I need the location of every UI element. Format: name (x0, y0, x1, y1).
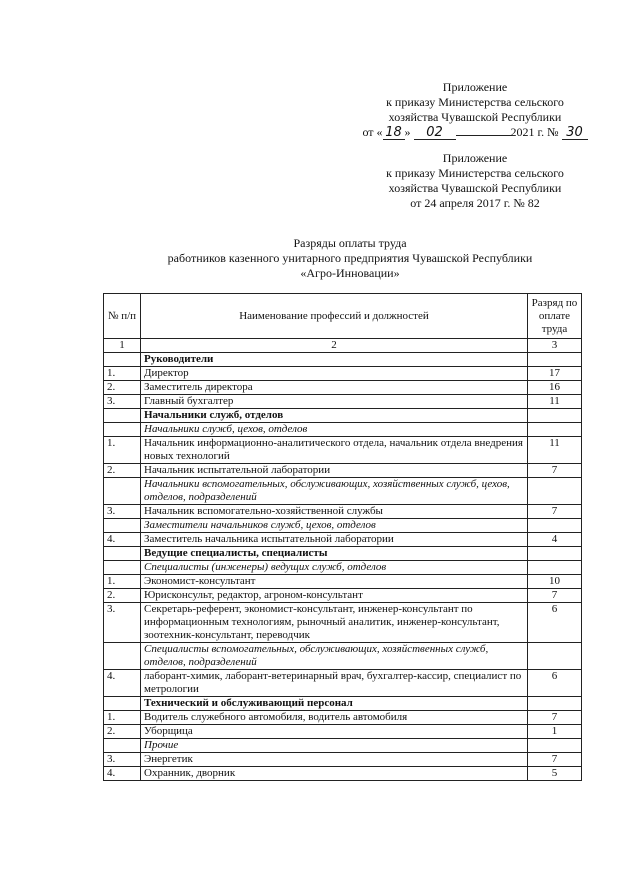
table-row (104, 381, 582, 395)
row-pay-grade (528, 547, 582, 561)
col-number-header: № п/п (104, 294, 141, 339)
date-quote: » (404, 125, 411, 139)
row-pay-grade: 11 (528, 437, 582, 464)
table-row (104, 711, 582, 725)
handwritten-number: 30 (562, 127, 588, 140)
table-row (104, 464, 582, 478)
pay-grade-table (103, 293, 582, 781)
header-appendix-label: Приложение (442, 80, 508, 94)
row-pay-grade (528, 643, 582, 670)
row-number: 3. (104, 505, 141, 519)
row-number (104, 478, 141, 505)
row-position-name: Охранник, дворник (141, 767, 528, 781)
row-position-name: Экономист-консультант (141, 575, 528, 589)
row-number: 1. (104, 437, 141, 464)
section-header-row (104, 547, 582, 561)
row-pay-grade: 5 (528, 767, 582, 781)
col-name-header: Наименование профессий и должностей (141, 294, 528, 339)
row-pay-grade (528, 561, 582, 575)
row-position-name: Заместители начальников служб, цехов, отделов (141, 519, 528, 533)
row-position-name: Заместитель директора (141, 381, 528, 395)
row-position-name: Энергетик (141, 753, 528, 767)
table-row (104, 603, 582, 643)
row-position-name: Директор (141, 367, 528, 381)
table-index-row (104, 339, 582, 353)
row-position-name: Уборщица (141, 725, 528, 739)
subsection-row (104, 423, 582, 437)
header-order-line: к приказу Министерства сельского (386, 95, 564, 109)
row-number (104, 409, 141, 423)
row-number (104, 423, 141, 437)
document-title (100, 236, 600, 281)
section-header-row (104, 697, 582, 711)
row-pay-grade (528, 739, 582, 753)
row-number: 3. (104, 603, 141, 643)
row-number (104, 547, 141, 561)
subsection-row (104, 519, 582, 533)
row-pay-grade: 6 (528, 603, 582, 643)
table-body (104, 353, 582, 781)
row-pay-grade: 7 (528, 589, 582, 603)
subsection-row (104, 561, 582, 575)
orig-appendix-label: Приложение (442, 151, 508, 165)
row-position-name: Водитель служебного автомобиля, водитель автомобиля (141, 711, 528, 725)
row-number (104, 643, 141, 670)
row-pay-grade (528, 353, 582, 367)
handwritten-day: 18 (383, 127, 405, 140)
row-position-name: Специалисты (инженеры) ведущих служб, отделов (141, 561, 528, 575)
row-pay-grade: 6 (528, 670, 582, 697)
row-number: 4. (104, 533, 141, 547)
subsection-row (104, 478, 582, 505)
table-row (104, 437, 582, 464)
section-header-row (104, 409, 582, 423)
row-number: 2. (104, 464, 141, 478)
row-position-name: Секретарь-референт, экономист-консультант, инженер-консультант по информационным технологиям, рыночный аналитик, инженер-консультант, зоотехник-консультант, переводчик (141, 603, 528, 643)
table-row (104, 753, 582, 767)
row-pay-grade: 16 (528, 381, 582, 395)
row-position-name: Начальник вспомогательно-хозяйственной службы (141, 505, 528, 519)
row-position-name: Начальники служб, цехов, отделов (141, 423, 528, 437)
row-number: 2. (104, 725, 141, 739)
section-header-row (104, 353, 582, 367)
row-pay-grade (528, 478, 582, 505)
original-order-header (360, 151, 590, 211)
col-index-2: 2 (141, 339, 528, 353)
row-position-name: Технический и обслуживающий персонал (141, 697, 528, 711)
row-pay-grade: 10 (528, 575, 582, 589)
row-position-name: Начальник испытательной лаборатории (141, 464, 528, 478)
row-position-name: Ведущие специалисты, специалисты (141, 547, 528, 561)
row-number: 1. (104, 575, 141, 589)
row-pay-grade (528, 423, 582, 437)
row-pay-grade: 1 (528, 725, 582, 739)
row-number (104, 519, 141, 533)
row-position-name: Начальники вспомогательных, обслуживающих, хозяйственных служб, цехов, отделов, подразделений (141, 478, 528, 505)
table-row (104, 670, 582, 697)
header-ministry-line: хозяйства Чувашской Республики (388, 110, 562, 124)
col-rank-header: Разряд по оплате труда (528, 294, 582, 339)
row-pay-grade: 7 (528, 753, 582, 767)
current-order-header (360, 80, 590, 140)
table-header-row (104, 294, 582, 339)
row-position-name: Руководители (141, 353, 528, 367)
row-number (104, 697, 141, 711)
row-position-name: Юрисконсульт, редактор, агроном-консультант (141, 589, 528, 603)
row-number (104, 561, 141, 575)
row-pay-grade: 7 (528, 464, 582, 478)
row-number: 3. (104, 395, 141, 409)
col-index-1: 1 (104, 339, 141, 353)
row-pay-grade: 7 (528, 711, 582, 725)
row-number: 1. (104, 711, 141, 725)
handwritten-month: 02 (414, 127, 456, 140)
orig-date-line: от 24 апреля 2017 г. № 82 (410, 196, 540, 210)
row-pay-grade (528, 409, 582, 423)
table-row (104, 767, 582, 781)
row-position-name: лаборант-химик, лаборант-ветеринарный врач, бухгалтер-кассир, специалист по метрологии (141, 670, 528, 697)
row-position-name: Главный бухгалтер (141, 395, 528, 409)
table-row (104, 725, 582, 739)
row-pay-grade: 7 (528, 505, 582, 519)
table-row (104, 505, 582, 519)
row-pay-grade: 11 (528, 395, 582, 409)
row-number: 3. (104, 753, 141, 767)
row-number: 1. (104, 367, 141, 381)
table-row (104, 589, 582, 603)
table-row (104, 575, 582, 589)
col-index-3: 3 (528, 339, 582, 353)
orig-ministry-line: хозяйства Чувашской Республики (388, 181, 562, 195)
date-blank (456, 135, 511, 136)
row-pay-grade: 17 (528, 367, 582, 381)
table-row (104, 533, 582, 547)
table-row (104, 395, 582, 409)
row-number (104, 353, 141, 367)
row-pay-grade (528, 697, 582, 711)
date-year: 2021 г. № (510, 125, 559, 139)
row-position-name: Начальники служб, отделов (141, 409, 528, 423)
row-position-name: Специалисты вспомогательных, обслуживающих, хозяйственных служб, отделов, подразделений (141, 643, 528, 670)
row-position-name: Заместитель начальника испытательной лаборатории (141, 533, 528, 547)
title-line-1: Разряды оплаты труда (293, 236, 407, 250)
row-pay-grade: 4 (528, 533, 582, 547)
row-number (104, 739, 141, 753)
title-line-3: «Агро-Инновации» (300, 266, 400, 280)
row-number: 2. (104, 589, 141, 603)
subsection-row (104, 643, 582, 670)
row-position-name: Прочие (141, 739, 528, 753)
row-number: 2. (104, 381, 141, 395)
row-number: 4. (104, 767, 141, 781)
table-row (104, 367, 582, 381)
title-line-2: работников казенного унитарного предприятия Чувашской Республики (167, 251, 533, 265)
row-number: 4. (104, 670, 141, 697)
orig-order-line: к приказу Министерства сельского (386, 166, 564, 180)
row-pay-grade (528, 519, 582, 533)
date-prefix: от « (362, 125, 383, 139)
subsection-row (104, 739, 582, 753)
row-position-name: Начальник информационно-аналитического отдела, начальник отдела внедрения новых технологий (141, 437, 528, 464)
header-date-line (360, 125, 590, 140)
